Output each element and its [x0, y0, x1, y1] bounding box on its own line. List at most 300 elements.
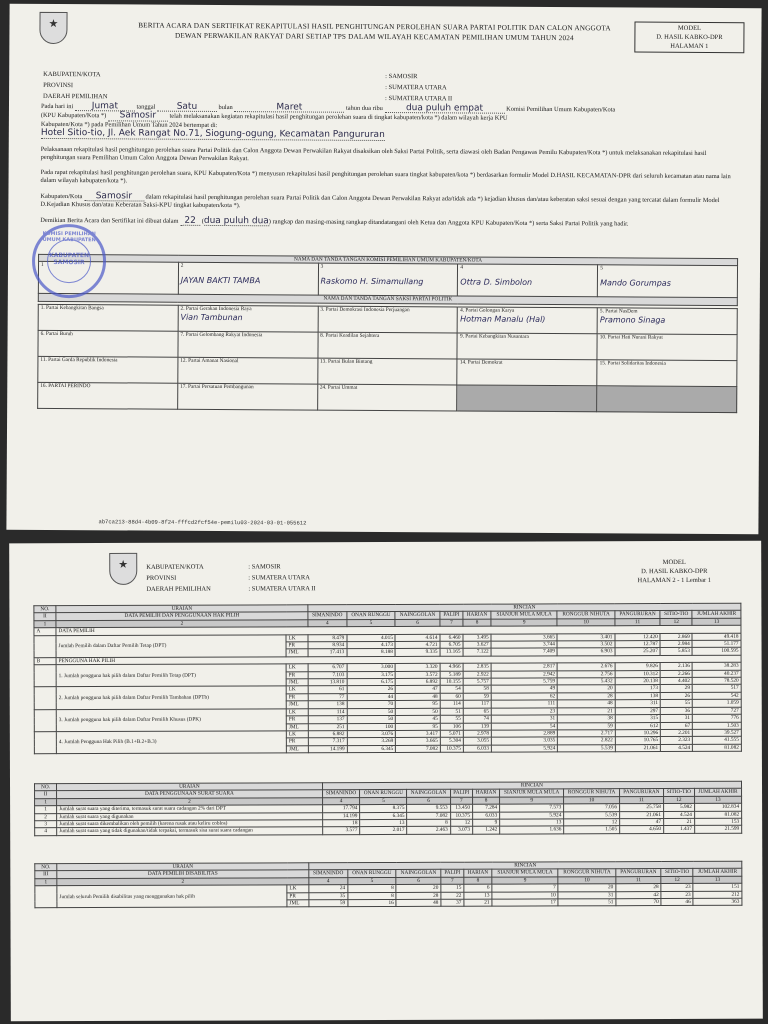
cell-value: 59 — [309, 900, 348, 908]
cell-value: 41.555 — [693, 737, 742, 745]
text: bulan — [218, 103, 233, 112]
col-index: 8 — [463, 619, 491, 627]
column-header: PANGURURAN — [615, 611, 660, 619]
meta-value: : SUMATERA UTARA II — [248, 585, 316, 593]
kpu-header: NAMA DAN TANDA TANGAN KOMISI PEMILIHAN UMUM KABUPATEN/KOTA — [39, 254, 738, 266]
cell-value: 2.717 — [558, 730, 616, 738]
cell-value: 20 — [558, 685, 616, 693]
cell-value: 8.188 — [347, 649, 396, 657]
voter-data-table — [33, 603, 742, 755]
cell-value: 9.826 — [615, 663, 660, 671]
column-header: NAINGGOLAN — [395, 612, 440, 620]
cell-value: 7.103 — [308, 671, 347, 679]
cell-value: 8 — [407, 819, 450, 827]
cell-value: 7.284 — [472, 804, 499, 812]
section-letter: B — [34, 657, 56, 664]
row-label: 3. Jumlah pengguna hak pilih dalam Daftar Pemilih Khusus (DPK) — [56, 709, 286, 732]
col-index: 8 — [464, 877, 492, 885]
col-index: 13 — [694, 796, 741, 804]
cell-value: 12 — [564, 819, 620, 827]
col-index: 11 — [616, 876, 661, 884]
row-label: Jumlah surat suara yang digunakan — [57, 812, 323, 820]
model-code: D. HASIL KABKO-DPR — [656, 33, 723, 42]
cell-value: 2.756 — [558, 670, 616, 678]
cell-value: 16 — [348, 899, 397, 907]
cell-value: 9.335 — [395, 649, 440, 657]
col-index: 4 — [322, 797, 360, 805]
row-label: 1. Jumlah pengguna hak pilih dalam Daftar Pemilih Tetap (DPT) — [56, 664, 286, 687]
column-header: SITIO-TIO — [661, 869, 693, 877]
col-index: 1 — [34, 620, 56, 627]
col-index: 9 — [500, 797, 564, 805]
saksi-cell — [457, 359, 597, 386]
column-header: SITIO-TIO — [663, 789, 694, 797]
uraian-sub: DATA PENGGUNAAN SURAT SUARA — [57, 790, 323, 798]
cell-value: 4.524 — [661, 744, 693, 752]
cell-value: 12 — [450, 819, 472, 826]
cell-value: 4.524 — [663, 811, 694, 819]
party-label: 8. Partai Keadilan Sejahtera — [320, 332, 380, 339]
cell-value: 3.320 — [395, 664, 440, 672]
cell-value: 3.744 — [491, 641, 557, 649]
kpu-signature-table — [38, 254, 738, 306]
cell-value: 311 — [615, 700, 660, 708]
row-label: Jumlah seluruh Pemilih disabilitas yang menggunakan hak pilih — [57, 885, 287, 908]
cell-value: 4.966 — [440, 663, 463, 670]
cell-value: 49.418 — [692, 633, 741, 641]
sig-number: 4 — [460, 264, 464, 271]
col-index: 5 — [360, 797, 407, 805]
cell-value: 59 — [558, 722, 616, 730]
row-no: 2 — [35, 813, 57, 820]
cell-value: 2.136 — [660, 663, 692, 671]
cell-value: 70 — [616, 899, 661, 907]
col-index: 13 — [692, 618, 741, 626]
cell-value: 2.463 — [407, 827, 450, 835]
party-label: 4. Partai Golongan Karya — [460, 307, 515, 314]
cell-value: 29 — [660, 685, 692, 693]
cell-value: 3.577 — [322, 827, 360, 835]
cell-value: 138 — [615, 692, 660, 700]
party-label: 1. Partai Kebangkitan Bangsa — [40, 304, 104, 312]
cell-value: 51.177 — [692, 640, 741, 648]
cell-value: 8 — [348, 885, 397, 893]
col-index: 7 — [441, 877, 464, 884]
cell-value: 51 — [440, 708, 463, 715]
cell-value: 5.982 — [663, 804, 694, 812]
cell-value: 3.035 — [492, 737, 558, 745]
row-no: 4 — [35, 828, 57, 835]
party-label: 5. Partai NasDem — [599, 308, 638, 315]
column-header: PANGURURAN — [619, 789, 663, 797]
text: Kabupaten/Kota *) pada Pemilihan Umum Tahun 2024 bertempat di: — [40, 120, 218, 129]
column-header: PANGURURAN — [616, 869, 661, 877]
rincian-header: RINCIAN — [308, 603, 741, 612]
gender-code: JML — [286, 701, 308, 708]
party-label: 3. Partai Demokrasi Indonesia Perjuangan — [320, 306, 410, 314]
party-label: 14. Partai Demokrat — [459, 359, 503, 366]
cell-value: 8.375 — [360, 805, 407, 813]
saksi-cell — [38, 356, 178, 383]
party-label: 2. Partai Gerakan Indonesia Raya — [180, 305, 252, 313]
col-index: 2 — [57, 878, 309, 886]
cell-value: 28 — [396, 892, 441, 900]
cell-value: 153 — [694, 818, 741, 826]
column-header: SITIO-TIO — [660, 611, 692, 619]
gender-code: LK — [286, 708, 308, 715]
cell-value: 363 — [693, 898, 742, 906]
saksi-cell — [458, 307, 598, 334]
cell-value: 3.401 — [557, 633, 615, 641]
cell-value: 23 — [491, 708, 557, 716]
row-no — [34, 709, 56, 731]
cell-value: 139 — [463, 723, 491, 731]
cell-value: 13.165 — [440, 649, 463, 656]
cell-value: 6.882 — [308, 731, 347, 739]
col-index: 6 — [395, 619, 440, 627]
kpu-stamp — [32, 224, 106, 298]
text: Komisi Pemilihan Umum Kabupaten/Kota — [506, 105, 616, 114]
column-header: RONGGUR NIHUTA — [558, 869, 616, 877]
cell-value: 23 — [661, 884, 693, 892]
party-label: 12. Partai Amanat Nasional — [180, 357, 239, 365]
model-code: D. HASIL KABKO-DPR — [641, 567, 708, 576]
signature — [320, 316, 455, 317]
document-title — [119, 20, 629, 43]
cell-value: 7.573 — [500, 804, 564, 812]
cell-value: 8.479 — [308, 634, 347, 642]
cell-value: 2.017 — [360, 827, 407, 835]
cell-value: 55 — [440, 715, 463, 722]
meta-label: PROVINSI — [43, 81, 74, 90]
disability-voter-table — [34, 861, 742, 909]
cell-value: 21.061 — [615, 744, 660, 752]
cell-value: 5.304 — [440, 738, 463, 745]
signature — [320, 368, 455, 369]
document-code: ab7ca213-88d4-4b09-8f24-fffcd2fcf54e-pemilu03-2024-03-01-055612 — [98, 518, 307, 527]
col-index: 5 — [348, 877, 397, 885]
cell-value: 81.082 — [694, 811, 741, 819]
gender-code: JML — [286, 745, 308, 752]
handwritten-kabupaten: Samosir — [108, 112, 168, 122]
cell-value: 78.520 — [692, 677, 741, 685]
model-label: MODEL — [677, 24, 702, 32]
col-index: 9 — [492, 877, 558, 885]
col-index: 1 — [35, 878, 57, 885]
model-box — [634, 22, 744, 54]
cell-value: 4.402 — [660, 677, 692, 685]
party-label: 17. Partai Persatuan Pembangunan — [180, 383, 254, 391]
cell-value: 612 — [615, 722, 660, 730]
cell-value: 10 — [492, 892, 558, 900]
saksi-cell — [318, 306, 458, 333]
col-index: 12 — [663, 796, 694, 804]
saksi-cell — [597, 334, 737, 361]
gender-code: PR — [286, 716, 308, 723]
saksi-cell — [177, 383, 317, 410]
col-index: 10 — [558, 877, 616, 885]
cell-value: 28 — [616, 884, 661, 892]
column-header: HARIAN — [472, 790, 499, 798]
cell-value: 5.071 — [440, 730, 463, 737]
text: Demikian Berita Acara dan Sertifikat ini dibuat dalam — [40, 216, 179, 225]
signature — [41, 314, 176, 315]
cell-value: 95 — [396, 701, 441, 709]
cell-value: 48 — [558, 700, 616, 708]
column-header: HARIAN — [464, 870, 492, 878]
gender-code: LK — [286, 634, 308, 641]
region-info — [144, 560, 474, 596]
page-1 — [6, 4, 761, 535]
saksi-cell — [597, 308, 737, 335]
cell-value: 10.375 — [440, 745, 463, 752]
row-no — [35, 886, 57, 908]
cell-value: 20 — [396, 885, 441, 893]
column-header: ONAN RUNGGU — [360, 790, 407, 798]
kpu-logo-icon: ★ — [39, 12, 67, 44]
gender-code: PR — [286, 738, 308, 745]
meta-label: KABUPATEN/KOTA — [43, 70, 101, 79]
cell-value: 5.924 — [492, 745, 558, 753]
signature — [320, 342, 455, 343]
opening-paragraph — [41, 102, 741, 143]
cell-value: 212 — [693, 891, 742, 899]
signature — [180, 367, 315, 368]
cell-value: 1.242 — [473, 827, 500, 835]
cell-value: 3.665 — [491, 634, 557, 642]
gender-code: PR — [286, 642, 308, 649]
col-index: 8 — [472, 797, 499, 805]
cell-value: 173 — [615, 685, 660, 693]
col-index: 4 — [308, 619, 347, 627]
cell-value: 37 — [441, 899, 464, 906]
title-line-2: DEWAN PERWAKILAN RAKYAT DARI SETIAP TPS DALAM WILAYAH KECAMATAN PEMILIHAN UMUM TAHUN 2024 — [174, 31, 574, 43]
saksi-header: NAMA DAN TANDA TANGAN SAKSI PARTAI POLITIK — [38, 294, 737, 306]
cell-value: 47 — [396, 686, 441, 694]
column-header: JUMLAH AKHIR — [693, 869, 742, 877]
cell-value: 6 — [464, 884, 492, 892]
cell-value: 50 — [396, 708, 441, 716]
meta-value: : SAMOSIR — [248, 563, 281, 571]
cell-value: 3.502 — [557, 641, 615, 649]
signature: Pramono Sinaga — [599, 315, 666, 326]
meta-value: : SUMATERA UTARA — [385, 84, 447, 92]
cell-value: 40.237 — [692, 670, 741, 678]
column-header: RONGGUR NIHUTA — [557, 611, 615, 619]
model-page: HALAMAN 2 - 1 Lembar 1 — [637, 576, 712, 585]
party-label: 11. Partai Garda Republik Indonesia — [40, 356, 118, 364]
signature — [40, 392, 175, 393]
no-sub: III — [35, 871, 57, 878]
cell-value: 5.432 — [558, 678, 616, 686]
signature: JAYAN BAKTI TAMBA — [180, 275, 261, 286]
cell-value: 8.934 — [308, 642, 347, 650]
cell-value: 2.889 — [491, 730, 557, 738]
cell-value: 3.076 — [347, 730, 396, 738]
party-label: 24. Partai Ummat — [319, 384, 358, 391]
col-index: 12 — [660, 618, 692, 626]
cell-value: 28 — [558, 693, 616, 701]
cell-value: 6.033 — [463, 745, 491, 753]
handwritten-year: dua puluh empat — [384, 104, 504, 114]
cell-value: 7.409 — [491, 648, 557, 656]
cell-value: 776 — [693, 714, 742, 722]
cell-value: 5.853 — [660, 648, 692, 656]
cell-value: 10.155 — [440, 678, 463, 685]
meta-label: DAERAH PEMILIHAN — [43, 92, 108, 101]
row-no: 1 — [35, 806, 57, 813]
cell-value: 5.924 — [500, 812, 564, 820]
cell-value: 1.505 — [564, 826, 620, 834]
signature — [40, 366, 175, 367]
saksi-cell — [457, 385, 597, 412]
cell-value: 151 — [693, 883, 742, 891]
cell-value: 2.869 — [660, 633, 692, 641]
cell-value: 2.835 — [463, 663, 491, 671]
cell-value: 42 — [616, 891, 661, 899]
cell-value: 58 — [463, 686, 491, 694]
handwritten-copies: 22 — [180, 217, 200, 227]
saksi-cell — [38, 330, 178, 357]
gender-code: PR — [287, 892, 309, 899]
column-header: SIMANINDO — [308, 612, 347, 620]
signature — [600, 370, 735, 371]
cell-value: 3.495 — [463, 634, 491, 642]
gender-code: LK — [286, 686, 308, 693]
cell-value: 3.073 — [450, 827, 472, 834]
cell-value: 4.721 — [395, 641, 440, 649]
cell-value: 26 — [661, 692, 693, 700]
saksi-signature-table — [37, 304, 738, 413]
cell-value: 4.614 — [395, 634, 440, 642]
region-info — [41, 68, 741, 107]
signature — [180, 393, 315, 394]
rincian-header: RINCIAN — [322, 781, 741, 790]
gender-code: JML — [287, 900, 309, 907]
col-index: 7 — [450, 797, 472, 804]
cell-value: 6.033 — [472, 812, 499, 820]
cell-value: 315 — [615, 715, 660, 723]
sig-number: 1 — [40, 262, 44, 269]
cell-value: 3.665 — [396, 738, 441, 746]
gender-code: JML — [286, 649, 308, 656]
cell-value: 6.892 — [396, 678, 441, 686]
cell-value: 251 — [308, 723, 347, 731]
meta-label: PROVINSI — [146, 574, 177, 582]
row-label: Jumlah surat suara yang diterima, termasuk surat suara cadangan 2% dari DPT — [57, 805, 323, 813]
uraian-sub: DATA PEMILIH DAN PENGGUNAAN HAK PILIH — [56, 612, 308, 620]
party-label: 15. Partai Solidaritas Indonesia — [599, 360, 666, 367]
column-header: JUMLAH AKHIR — [692, 611, 741, 619]
meta-label: DAERAH PEMILIHAN — [146, 585, 211, 593]
section-title: DATA PEMILIH — [56, 625, 741, 635]
cell-value: 117 — [463, 700, 491, 708]
col-index: 6 — [396, 877, 441, 885]
paragraph-closing: Demikian Berita Acara dan Sertifikat ini dibuat dalam 22 (dua puluh dua) rangkap dan masing-masing rangkap ditandatangani oleh Ketua dan Anggota KPU Kabupaten/Kota *) serta Saksi Partai Politik yang hadir. — [40, 215, 629, 228]
column-header: SIANJUR MULA MULA — [491, 611, 557, 619]
cell-value: 12.787 — [615, 641, 660, 649]
cell-value: 5.759 — [491, 678, 557, 686]
cell-value: 47 — [620, 819, 664, 827]
cell-value: 21 — [464, 899, 492, 907]
cell-value: 62 — [491, 693, 557, 701]
handwritten-place: Hotel Sitio-tio, Jl. Aek Rangat No.71, Siogung-ogung, Kecamatan Pangururan — [40, 128, 385, 141]
cell-value: 10.375 — [450, 812, 472, 819]
cell-value: 36 — [661, 707, 693, 715]
row-label: Jumlah surat suara yang tidak digunakan/tidak terpakai, termasuk sisa surat suara cadangan — [57, 827, 323, 835]
cell-value: 51 — [558, 899, 616, 907]
cell-value: 13 — [360, 819, 407, 827]
cell-value: 6.903 — [557, 648, 615, 656]
cell-value: 1.437 — [664, 826, 695, 834]
paragraph-witness: Pelaksanaan rekapitulasi hasil penghitungan perolehan suara Partai Politik dan Calon Anggota Dewan Perwakilan Rakyat disaksikan oleh Saksi Partai Politik, serta diawasi oleh Badan Pengawas Pemilu Kabupaten/Kota *) untuk melaksanakan rekapitulasi hasil penghitungan suara Pemilihan Umum Calon Anggota Dewan Perwakilan Rakyat. — [40, 145, 707, 163]
handwritten-month: Maret — [234, 103, 344, 113]
cell-value: 6.705 — [440, 641, 463, 648]
cell-value: 24 — [309, 885, 348, 893]
cell-value: 39.527 — [693, 729, 742, 737]
handwritten-copies-words: dua puluh dua — [203, 215, 269, 227]
col-index: 1 — [35, 798, 57, 805]
cell-value: 31 — [661, 715, 693, 723]
cell-value: 100.595 — [692, 648, 741, 656]
cell-value: 6.345 — [347, 745, 396, 753]
row-no: 3 — [35, 821, 57, 828]
cell-value: 50 — [347, 716, 396, 724]
cell-value: 61 — [308, 686, 347, 694]
cell-value: 4.650 — [620, 826, 664, 834]
gender-code: LK — [286, 664, 308, 671]
handwritten-kabupaten: Samosir — [84, 192, 144, 202]
cell-value: 1.503 — [693, 722, 742, 730]
no-header: NO. — [35, 784, 57, 791]
col-index: 11 — [615, 618, 660, 626]
meta-label: KABUPATEN/KOTA — [146, 563, 204, 571]
cell-value: 7 — [492, 884, 558, 892]
cell-value: 3.417 — [396, 730, 441, 738]
cell-value: 10.312 — [615, 670, 660, 678]
handwritten-date: Satu — [157, 103, 217, 113]
cell-value: 25.207 — [615, 648, 660, 656]
cell-value: 9 — [473, 819, 500, 827]
col-index: 12 — [661, 876, 693, 884]
cell-value: 21 — [663, 818, 694, 826]
cell-value: 8 — [348, 892, 397, 900]
cell-value: 95 — [396, 723, 441, 731]
cell-value: 46 — [661, 898, 693, 906]
uraian-sub: DATA PEMILIH DISABILITAS — [57, 870, 309, 878]
col-index: 4 — [309, 877, 348, 885]
cell-value: 21.061 — [620, 811, 664, 819]
signature — [599, 389, 734, 390]
section-letter: A — [34, 628, 56, 635]
cell-value: 17.413 — [308, 649, 347, 657]
column-header: SIMANINDO — [309, 870, 348, 878]
text: Kabupaten/Kota — [40, 192, 83, 201]
cell-value: 5.539 — [558, 744, 616, 752]
cell-value: 2.201 — [661, 729, 693, 737]
text: telah melaksanakan kegiatan rekapitulasi hasil penghitungan perolehan suara di tingkat kabupaten/kota *) dalam wilayah kerja KPU — [169, 113, 508, 123]
cell-value: 2.984 — [660, 640, 692, 648]
cell-value: 14.199 — [308, 745, 347, 753]
cell-value: 137 — [308, 716, 347, 724]
text: rangkap dan masing-masing rangkap ditandatangani oleh Ketua dan Anggota KPU Kabupaten/Kota *) serta Saksi Partai Politik yang hadir. — [272, 218, 629, 228]
saksi-cell — [178, 357, 318, 384]
column-header: ONAN RUNGGU — [348, 870, 397, 878]
row-label: Jumlah Pemilih dalam Daftar Pemilih Tetap (DPT) — [56, 634, 286, 657]
cell-value: 60 — [440, 693, 463, 700]
section-title: PENGGUNA HAK PILIH — [56, 655, 741, 665]
sig-number: 5 — [600, 265, 603, 272]
